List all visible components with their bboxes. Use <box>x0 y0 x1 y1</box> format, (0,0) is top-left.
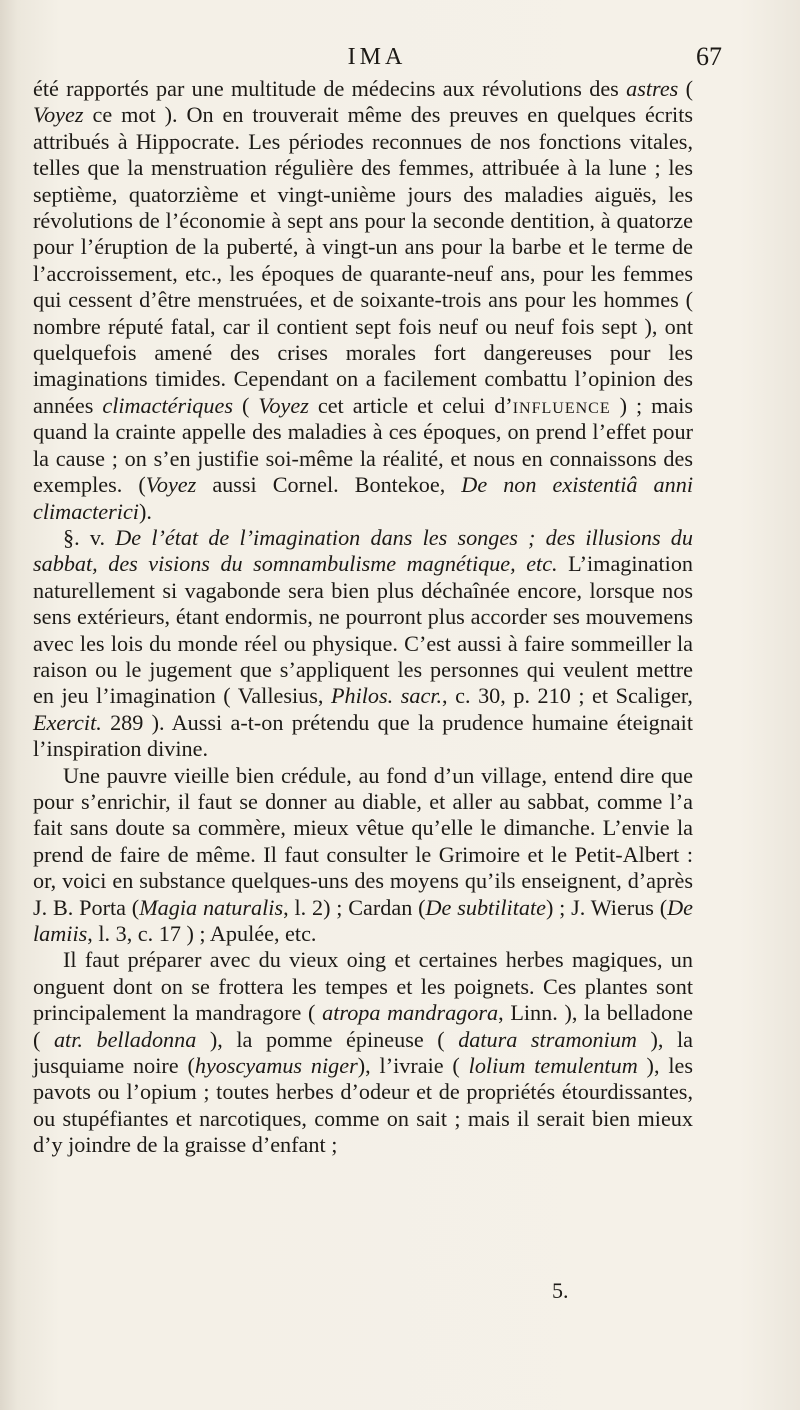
text-run: ), la jusquiame noire ( <box>33 1026 693 1079</box>
text-run: aussi Cornel. Bontekoe, <box>196 472 462 498</box>
italic-text: Voyez <box>258 392 309 418</box>
italic-text: hyoscyamus niger <box>194 1053 358 1079</box>
italic-text: Voyez <box>145 472 197 498</box>
text-run: ( <box>232 392 259 418</box>
italic-text: De l’état de l’imagination dans les songes ; des illusions du sabbat, des visions du somnambulisme magnétique, etc. <box>33 524 693 577</box>
italic-text: Philos. sacr. <box>330 683 443 709</box>
italic-text: De subtilitate <box>425 894 546 920</box>
text-run: 289 ). Aussi a-t-on prétendu que la prudence humaine éteignait l’inspiration divine. <box>33 709 693 762</box>
text-run: cet article et celui d’ <box>308 392 513 418</box>
paragraph <box>33 76 693 525</box>
text-run: , l. 3, c. 17 ) ; Apulée, etc. <box>87 921 317 946</box>
italic-text: Voyez <box>33 102 84 128</box>
page-number: 67 <box>696 42 722 71</box>
italic-text: De lamiis <box>33 894 694 946</box>
paragraph <box>33 525 693 763</box>
italic-text: De non existentiâ anni climacterici <box>33 472 693 524</box>
italic-text: astres <box>626 76 679 101</box>
smallcaps-text: influence <box>512 392 611 418</box>
signature-mark: 5. <box>552 1278 569 1303</box>
text-run: ), la pomme épineuse ( <box>196 1026 459 1052</box>
running-head <box>32 38 722 78</box>
text-run: ), les pavots ou l’opium ; toutes herbes d’odeur et de propriétés étourdissantes, ou stupéfiantes et narcotiques, comme on sait ; mais il serait bien mieux d’y joindre de la graisse d’enfant ; <box>33 1053 693 1158</box>
paragraph <box>33 763 693 948</box>
italic-text: lolium temulentum <box>468 1053 638 1079</box>
text-run: ce mot ). On en trouverait même des preuves en quelques écrits attribués à Hippocrate. Les périodes reconnues de nos fonctions vitales, telles que la menstruation régulière des femmes, attribuée à la lune ; les septième, quatorzième et vingt-unième jours des maladies aiguës, les révolutions de l’économie à sept ans pour la seconde dentition, à quatorze pour l’éruption de la puberté, à vingt-un ans pour la barbe et le terme de l’accroissement, etc., les époques de quarante-neuf ans, pour les femmes qui cessent d’être menstruées, et de soixante-trois ans pour les hommes ( nombre réputé fatal, car il contient sept fois neuf ou neuf fois sept ), ont quelquefois amené des crises morales fort dangereuses pour les imaginations timides. Cependant on a facilement combattu l’opinion des années <box>33 102 693 418</box>
text-run: ) ; J. Wierus ( <box>545 894 668 920</box>
text-run: , l. 2) ; Cardan ( <box>283 894 426 920</box>
body-text <box>33 76 693 1159</box>
text-run: ). <box>138 498 152 524</box>
text-run: ) ; mais quand la crainte appelle des maladies à ces époques, on prend l’effet pour la cause ; on s’en justifie soi-même la réalité, et nous en connaissons des exemples. ( <box>33 392 694 498</box>
text-run: §. v. <box>63 524 116 550</box>
text-run: Une pauvre vieille bien crédule, au fond d’un village, entend dire que pour s’enrichir, il faut se donner au diable, et aller au sabbat, comme l’a fait sans doute sa commère, mieux vêtue qu’elle le dimanche. L’envie la prend de faire de même. Il faut consulter le Grimoire et le Petit-Albert : or, voici en substance quelques-uns des moyens qu’ils enseignent, d’après J. B. Porta ( <box>33 762 693 920</box>
italic-text: atr. belladonna <box>53 1026 197 1052</box>
text-run: ( <box>678 76 693 101</box>
running-title: IMA <box>347 44 407 70</box>
italic-text: climactériques <box>102 392 233 418</box>
text-run: ), l’ivraie ( <box>357 1053 469 1079</box>
text-run: été rapportés par une multitude de médecins aux révolutions des <box>33 76 627 101</box>
text-run: , Linn. ), la belladone ( <box>33 1000 693 1052</box>
italic-text: Magia naturalis <box>139 894 284 920</box>
text-run: , c. 30, p. 210 ; et Scaliger, <box>442 683 693 709</box>
text-run: Il faut préparer avec du vieux oing et certaines herbes magiques, un onguent dont on se frottera les tempes et les poignets. Ces plantes sont principalement la mandragore ( <box>33 947 693 1026</box>
italic-text: datura stramonium <box>458 1026 637 1052</box>
text-run: L’imagination naturellement si vagabonde sera bien plus déchaînée encore, lorsque nos sens extérieurs, étant endormis, ne pourront plus accorder ses mouvemens avec les lois du monde réel ou physique. C’est aussi à faire sommeiller la raison ou le jugement que s’appliquent les personnes qui veulent mettre en jeu l’imagination ( Vallesius, <box>33 551 694 709</box>
paragraph <box>33 947 693 1158</box>
italic-text: Exercit. <box>33 709 102 735</box>
italic-text: atropa mandragora <box>322 1000 499 1026</box>
